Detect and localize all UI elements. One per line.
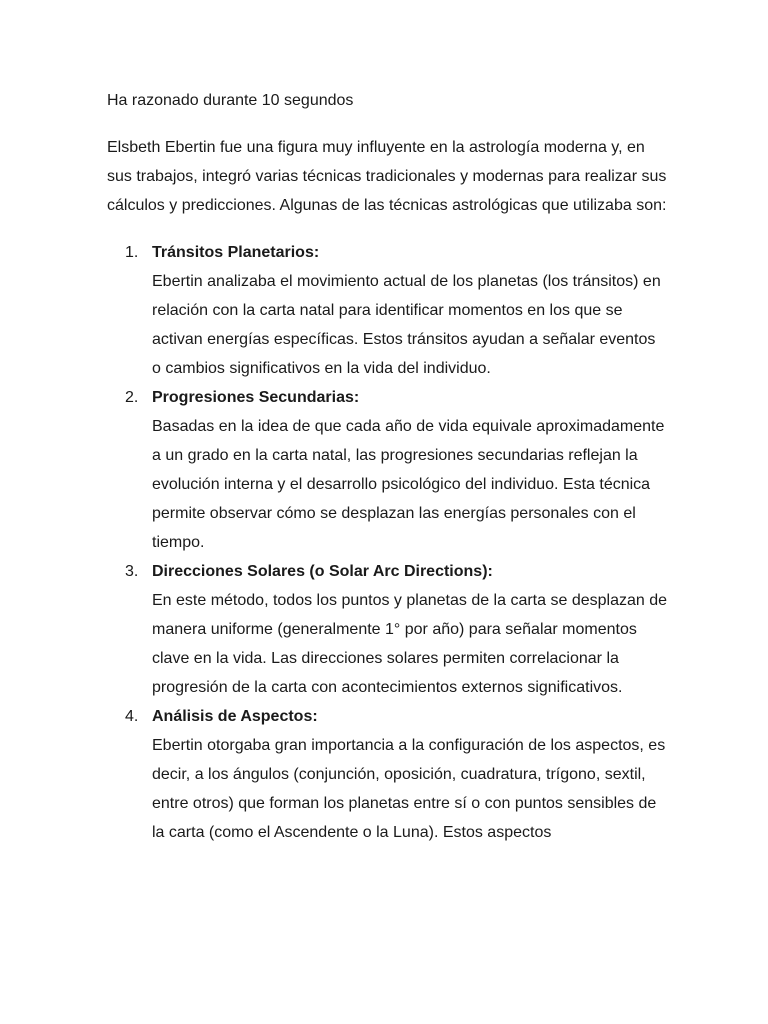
technique-title: Tránsitos Planetarios:: [152, 244, 320, 261]
technique-title: Progresiones Secundarias:: [152, 389, 360, 406]
technique-description: Basadas en la idea de que cada año de vida equivale aproximadamente a un grado en la carta natal, las progresiones secundarias reflejan la evolución interna y el desarrollo psicológico del individuo. Esta técnica permite observar cómo se desplazan las energías personales con el tiempo.: [152, 418, 665, 551]
list-item: [107, 557, 667, 702]
list-item-number: 1.: [125, 244, 139, 261]
reasoning-time-note: Ha razonado durante 10 segundos: [107, 92, 354, 109]
technique-description: Ebertin analizaba el movimiento actual de los planetas (los tránsitos) en relación con la carta natal para identificar momentos en los que se activan energías específicas. Estos tránsitos ayudan a señalar eventos o cambios significativos en la vida del individuo.: [152, 273, 661, 377]
list-item-number: 3.: [125, 563, 139, 580]
list-item: [107, 702, 667, 847]
technique-title: Análisis de Aspectos:: [152, 708, 318, 725]
list-item-number: 2.: [125, 389, 139, 406]
list-item: [107, 383, 667, 557]
intro-paragraph: Elsbeth Ebertin fue una figura muy influyente en la astrología moderna y, en sus trabajos, integró varias técnicas tradicionales y modernas para realizar sus cálculos y predicciones. Algunas de las técnicas astrológicas que utilizaba son:: [107, 139, 667, 214]
technique-title: Direcciones Solares (o Solar Arc Directions):: [152, 563, 493, 580]
list-item: [107, 238, 667, 383]
technique-description: En este método, todos los puntos y planetas de la carta se desplazan de manera uniforme (generalmente 1° por año) para señalar momentos clave en la vida. Las direcciones solares permiten correlacionar la progresión de la carta con acontecimientos externos significativos.: [152, 592, 667, 696]
document-content: [107, 86, 667, 847]
technique-description: Ebertin otorgaba gran importancia a la configuración de los aspectos, es decir, a los ángulos (conjunción, oposición, cuadratura, trígono, sextil, entre otros) que forman los planetas entre sí o con puntos sensibles de la carta (como el Ascendente o la Luna). Estos aspectos: [152, 737, 666, 841]
list-item-number: 4.: [125, 708, 139, 725]
techniques-list: [107, 238, 667, 847]
